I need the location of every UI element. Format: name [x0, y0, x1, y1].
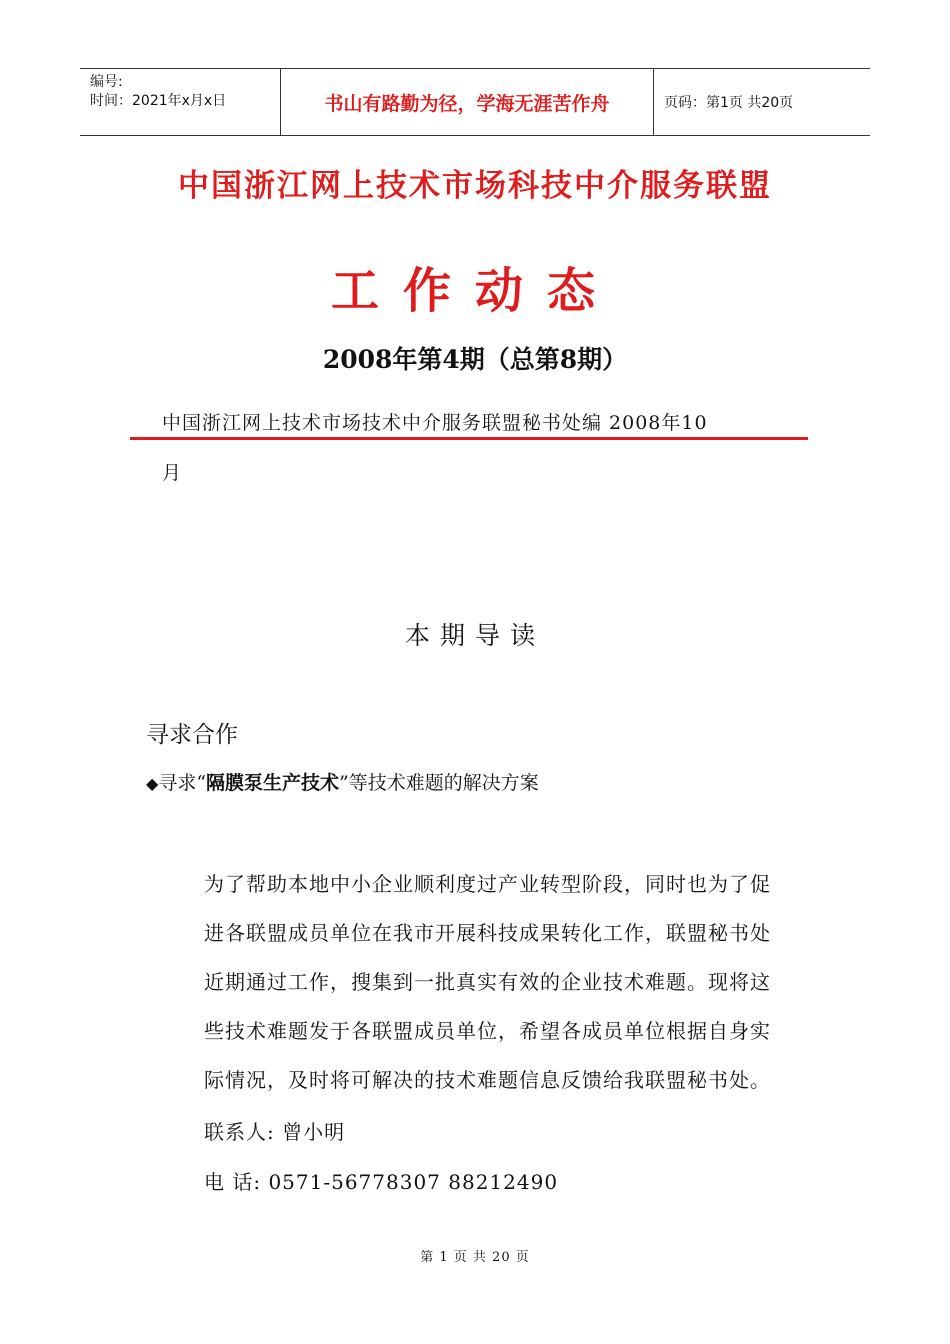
- bullet-prefix: 寻求“: [158, 772, 207, 794]
- number-label: 编号:: [90, 74, 123, 90]
- guide-title: 本期导读: [404, 621, 545, 650]
- contact-phone: 电 话: 0571-56778307 88212490: [204, 1170, 559, 1194]
- body-line: 进各联盟成员单位在我市开展科技成果转化工作，联盟秘书处: [204, 921, 771, 945]
- bullet-suffix: ”等技术难题的解决方案: [339, 772, 539, 794]
- body-line: 为了帮助本地中小企业顺利度过产业转型阶段，同时也为了促: [204, 872, 771, 896]
- organization-title: 中国浙江网上技术市场科技中介服务联盟: [178, 168, 772, 204]
- document-header: [80, 68, 870, 136]
- time-label: 时间：2021年x月x日: [90, 93, 227, 109]
- contact-person: 联系人: 曾小明: [204, 1120, 346, 1144]
- body-line: 些技术难题发于各联盟成员单位，希望各成员单位根据自身实: [204, 1019, 771, 1043]
- editor-month: 月: [162, 462, 182, 484]
- header-meta: [80, 69, 281, 135]
- editor-line: 中国浙江网上技术市场技术中介服务联盟秘书处编 2008年10: [162, 412, 708, 434]
- diamond-bullet-icon: ◆: [146, 774, 159, 793]
- red-divider: [130, 437, 808, 440]
- body-paragraph: [204, 860, 814, 1105]
- body-line: 近期通过工作，搜集到一批真实有效的企业技术难题。现将这: [204, 970, 771, 994]
- section-heading: 寻求合作: [146, 722, 238, 748]
- bulletin-title: 工作动态: [330, 263, 619, 319]
- bullet-bold-topic: 隔膜泵生产技术: [206, 772, 340, 794]
- issue-number: 2008年第4期（总第8期）: [322, 345, 628, 374]
- guide-bullet: [146, 768, 539, 795]
- body-line: 际情况，及时将可解决的技术难题信息反馈给我联盟秘书处。: [204, 1068, 771, 1092]
- header-page-info: 页码：第1页 共20页: [664, 95, 794, 111]
- header-motto: 书山有路勤为径，学海无涯苦作舟: [281, 69, 654, 135]
- page-footer: 第 1 页 共 20 页: [420, 1250, 530, 1265]
